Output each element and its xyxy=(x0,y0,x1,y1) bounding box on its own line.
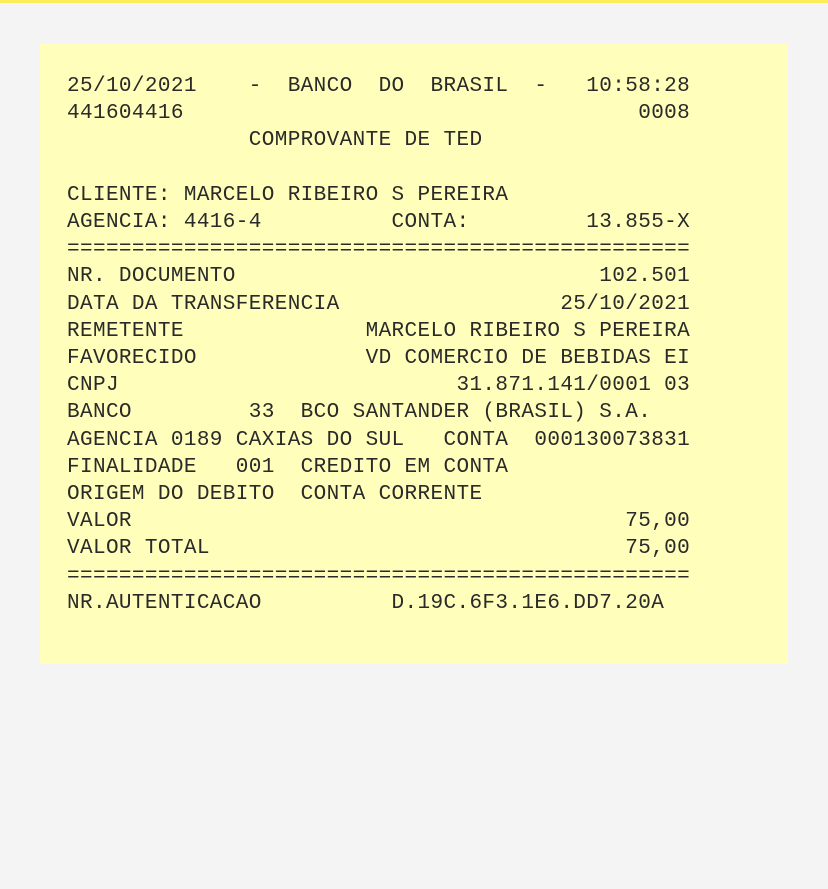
separator-line: ================================================ xyxy=(67,564,691,588)
authentication-line: NR.AUTENTICACAO D.19C.6F3.1E6.DD7.20A xyxy=(67,591,665,615)
amount-line: VALOR 75,00 xyxy=(67,510,691,534)
client-line: CLIENTE: MARCELO RIBEIRO S PEREIRA xyxy=(67,183,509,207)
total-amount-line: VALOR TOTAL 75,00 xyxy=(67,537,691,561)
transfer-date-line: DATA DA TRANSFERENCIA 25/10/2021 xyxy=(67,292,691,316)
document-number-line: NR. DOCUMENTO 102.501 xyxy=(67,265,691,289)
cnpj-line: CNPJ 31.871.141/0001 03 xyxy=(67,374,691,398)
bank-line: BANCO 33 BCO SANTANDER (BRASIL) S.A. xyxy=(67,401,652,425)
beneficiary-line: FAVORECIDO VD COMERCIO DE BEBIDAS EI xyxy=(67,347,691,371)
header-line: 25/10/2021 - BANCO DO BRASIL - 10:58:28 xyxy=(67,75,691,98)
sender-line: REMETENTE MARCELO RIBEIRO S PEREIRA xyxy=(67,319,691,343)
debit-origin-line: ORIGEM DO DEBITO CONTA CORRENTE xyxy=(67,483,483,507)
ted-receipt xyxy=(40,44,788,664)
branch-account-line: AGENCIA: 4416-4 CONTA: 13.855-X xyxy=(67,211,691,235)
receipt-text xyxy=(67,73,788,617)
receipt-title: COMPROVANTE DE TED xyxy=(67,129,483,153)
purpose-line: FINALIDADE 001 CREDITO EM CONTA xyxy=(67,455,509,479)
separator-line: ================================================ xyxy=(67,238,691,262)
account-id-line: 441604416 0008 xyxy=(67,102,691,126)
beneficiary-branch-line: AGENCIA 0189 CAXIAS DO SUL CONTA 000130073831 xyxy=(67,428,691,452)
